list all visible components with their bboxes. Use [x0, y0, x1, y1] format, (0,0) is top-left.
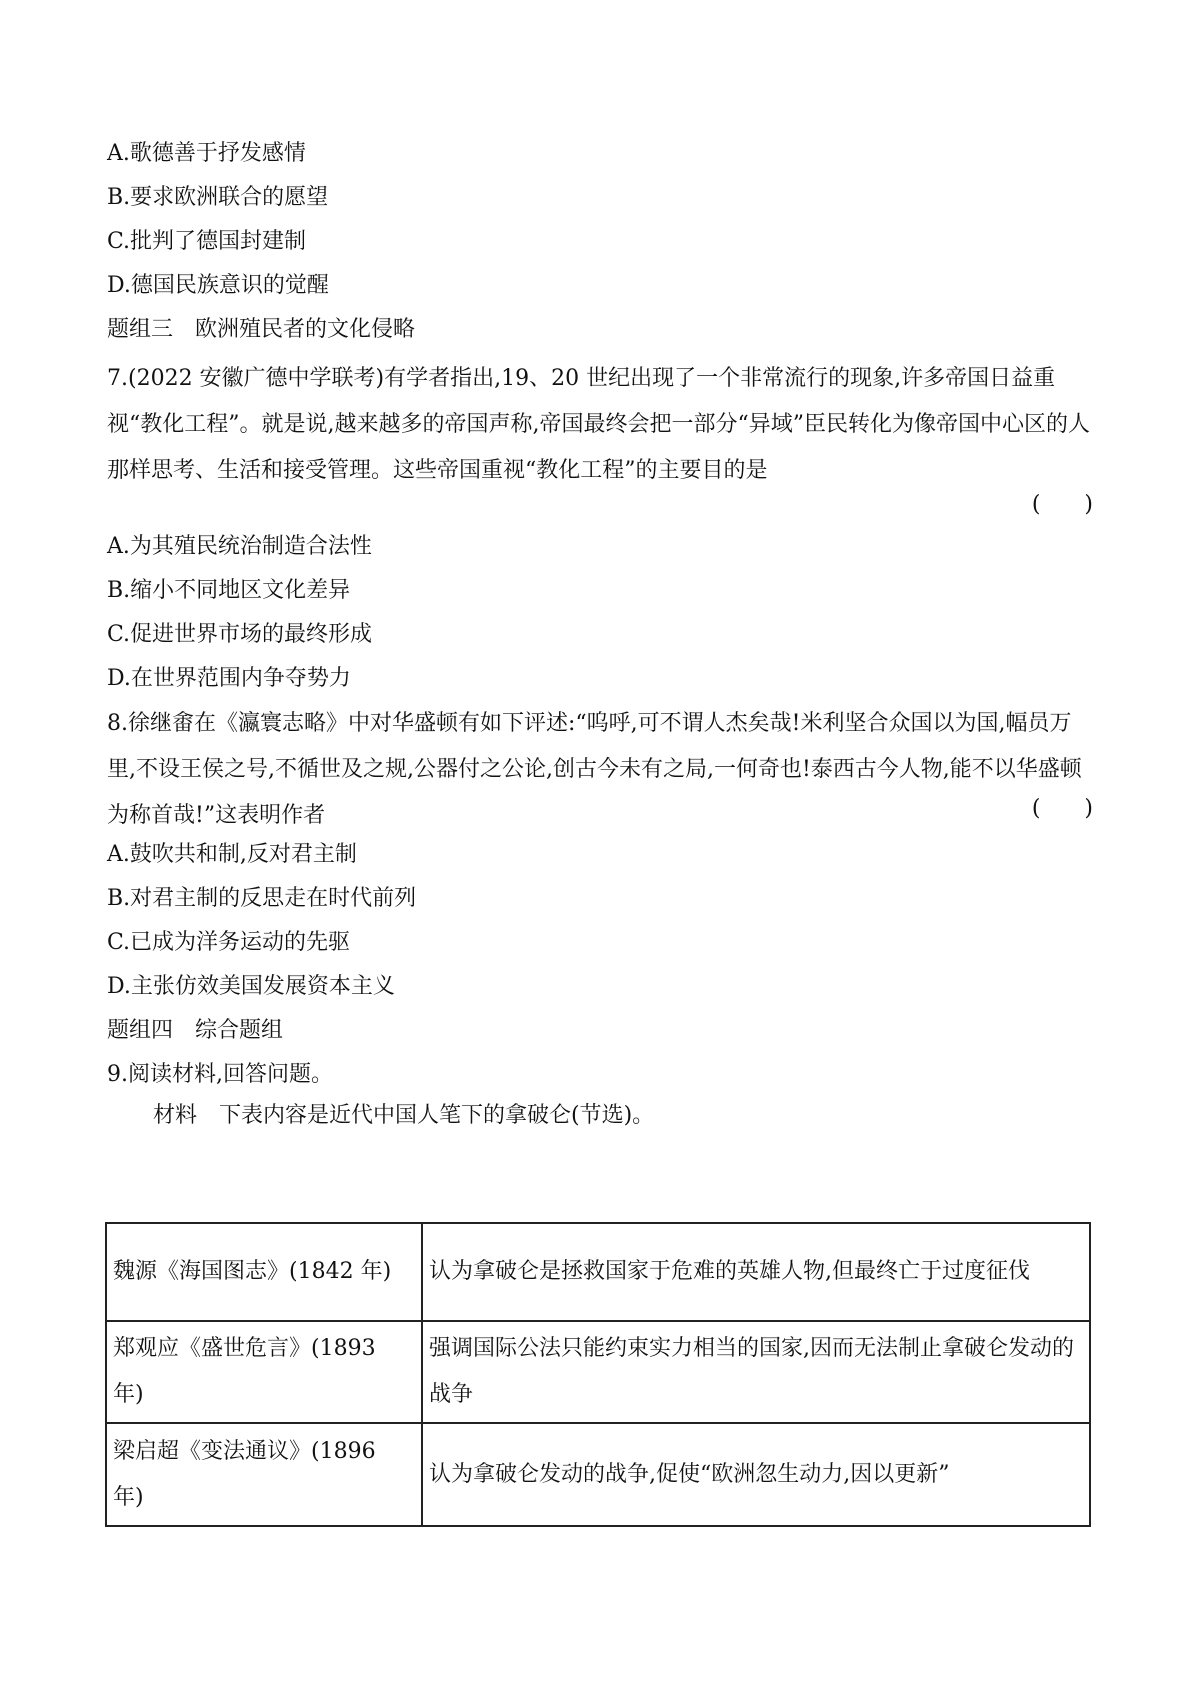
q7-option-d: D.在世界范围内争夺势力 — [107, 666, 351, 691]
q8-option-c: C.已成为洋务运动的先驱 — [107, 930, 351, 955]
table-cell-view: 强调国际公法只能约束实力相当的国家,因而无法制止拿破仑发动的战争 — [422, 1321, 1090, 1423]
q9-stem: 9.阅读材料,回答问题。 — [107, 1062, 333, 1087]
q7-option-a: A.为其殖民统治制造合法性 — [107, 534, 372, 559]
table-cell-source: 梁启超《变法通议》(1896 年) — [106, 1423, 422, 1526]
table-cell-source: 魏源《海国图志》(1842 年) — [106, 1223, 422, 1321]
q8-option-b: B.对君主制的反思走在时代前列 — [107, 886, 417, 911]
q7-answer-paren: ( ) — [1031, 492, 1093, 517]
group3-heading: 题组三 欧洲殖民者的文化侵略 — [107, 317, 416, 342]
q6-option-d: D.德国民族意识的觉醒 — [107, 273, 329, 298]
q6-option-a: A.歌德善于抒发感情 — [107, 141, 306, 166]
table-row — [106, 1423, 1090, 1526]
q7-stem: 7.(2022 安徽广德中学联考)有学者指出,19、20 世纪出现了一个非常流行的现象,许多帝国日益重视“教化工程”。就是说,越来越多的帝国声称,帝国最终会把一部分“异域”臣民转化为像帝国中心区的人那样思考、生活和接受管理。这些帝国重视“教化工程”的主要目的是 — [107, 366, 1090, 483]
q8-stem: 8.徐继畬在《瀛寰志略》中对华盛顿有如下评述:“呜呼,可不谓人杰矣哉!米利坚合众国以为国,幅员万里,不设王侯之号,不循世及之规,公器付之公论,创古今未有之局,一何奇也!泰西古今人物,能不以华盛顿为称首哉!”这表明作者 — [107, 711, 1082, 828]
q8-option-a: A.鼓吹共和制,反对君主制 — [107, 842, 357, 867]
q8-option-d: D.主张仿效美国发展资本主义 — [107, 974, 395, 999]
q7-option-c: C.促进世界市场的最终形成 — [107, 622, 373, 647]
material-table — [105, 1222, 1091, 1527]
group4-heading: 题组四 综合题组 — [107, 1018, 284, 1043]
table-cell-source: 郑观应《盛世危言》(1893 年) — [106, 1321, 422, 1423]
table-row — [106, 1223, 1090, 1321]
q6-option-c: C.批判了德国封建制 — [107, 229, 307, 254]
table-row — [106, 1321, 1090, 1423]
table-cell-view: 认为拿破仑是拯救国家于危难的英雄人物,但最终亡于过度征伐 — [422, 1223, 1090, 1321]
q6-option-b: B.要求欧洲联合的愿望 — [107, 185, 329, 210]
q7-option-b: B.缩小不同地区文化差异 — [107, 578, 351, 603]
table-cell-view: 认为拿破仑发动的战争,促使“欧洲忽生动力,因以更新” — [422, 1423, 1090, 1526]
q9-material-intro: 材料 下表内容是近代中国人笔下的拿破仑(节选)。 — [153, 1103, 655, 1128]
q8-answer-paren: ( ) — [1031, 796, 1093, 821]
